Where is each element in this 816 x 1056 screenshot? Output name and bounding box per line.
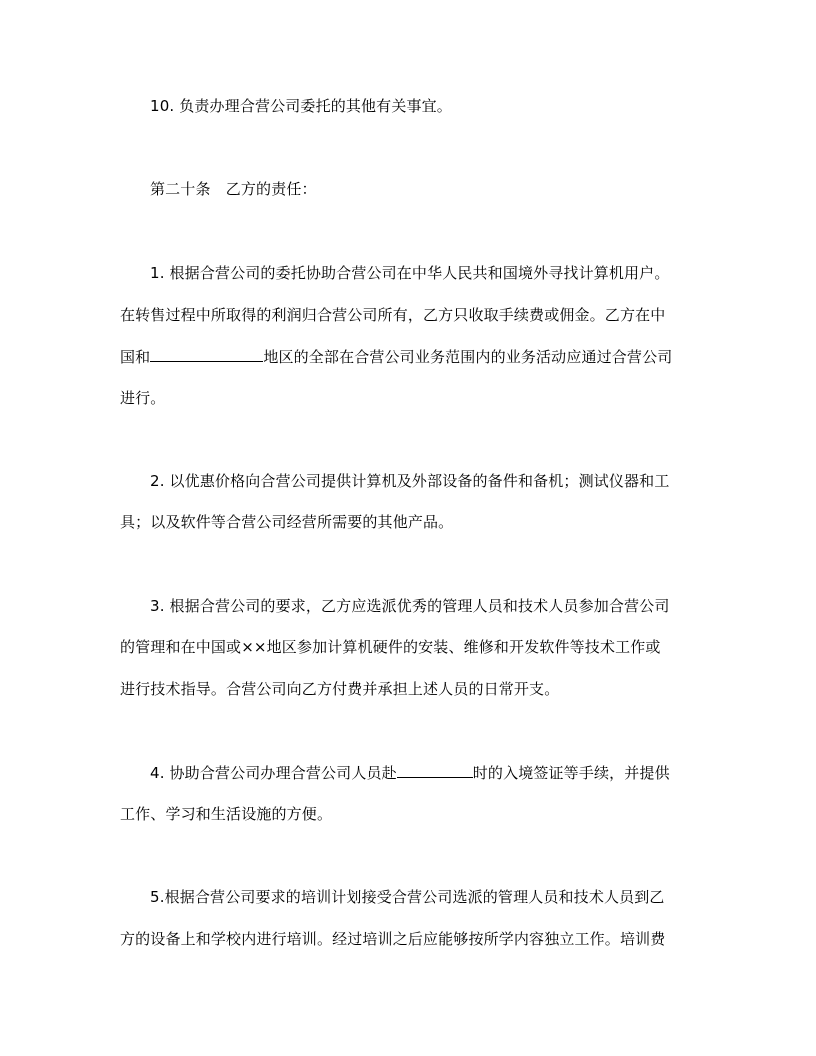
- p1-line3-end: 地区的全部在合营公司业务范围内的业务活动应通过合营公司: [263, 348, 673, 366]
- p2-line1: 2. 以优惠价格向合营公司提供计算机及外部设备的备件和备机；测试仪器和工: [150, 472, 670, 490]
- p4-line1-start: 4. 协助合营公司办理合营公司人员赴: [150, 764, 397, 782]
- p1-line3-start: 国和: [120, 348, 151, 366]
- p3-line2: 的管理和在中国或××地区参加计算机硬件的安装、维修和开发软件等技术工作或: [120, 638, 661, 656]
- p2-line2: 具；以及软件等合营公司经营所需要的其他产品。: [120, 513, 454, 531]
- article-20-heading: 第二十条 乙方的责任：: [150, 180, 317, 198]
- p3-line1: 3. 根据合营公司的要求，乙方应选派优秀的管理人员和技术人员参加合营公司: [150, 597, 670, 615]
- item-10-text: 10. 负责办理合营公司委托的其他有关事宜。: [150, 97, 452, 115]
- p5-line1: 5.根据合营公司要求的培训计划接受合营公司选派的管理人员和技术人员到乙: [150, 888, 665, 906]
- destination-blank-field[interactable]: [397, 762, 473, 778]
- p4-line1: [150, 762, 670, 783]
- region-blank-field[interactable]: [150, 346, 263, 362]
- p3-line3: 进行技术指导。合营公司向乙方付费并承担上述人员的日常开支。: [120, 680, 560, 698]
- p1-line4: 进行。: [120, 389, 166, 407]
- p4-line2: 工作、学习和生活设施的方便。: [120, 805, 333, 823]
- p1-line2: 在转售过程中所取得的利润归合营公司所有，乙方只收取手续费或佣金。乙方在中: [120, 306, 666, 324]
- p5-line2: 方的设备上和学校内进行培训。经过培训之后应能够按所学内容独立工作。培训费: [120, 930, 666, 948]
- p1-line1: 1. 根据合营公司的委托协助合营公司在中华人民共和国境外寻找计算机用户。: [150, 264, 670, 282]
- p4-line1-end: 时的入境签证等手续，并提供: [472, 764, 670, 782]
- p1-line3: [120, 346, 672, 367]
